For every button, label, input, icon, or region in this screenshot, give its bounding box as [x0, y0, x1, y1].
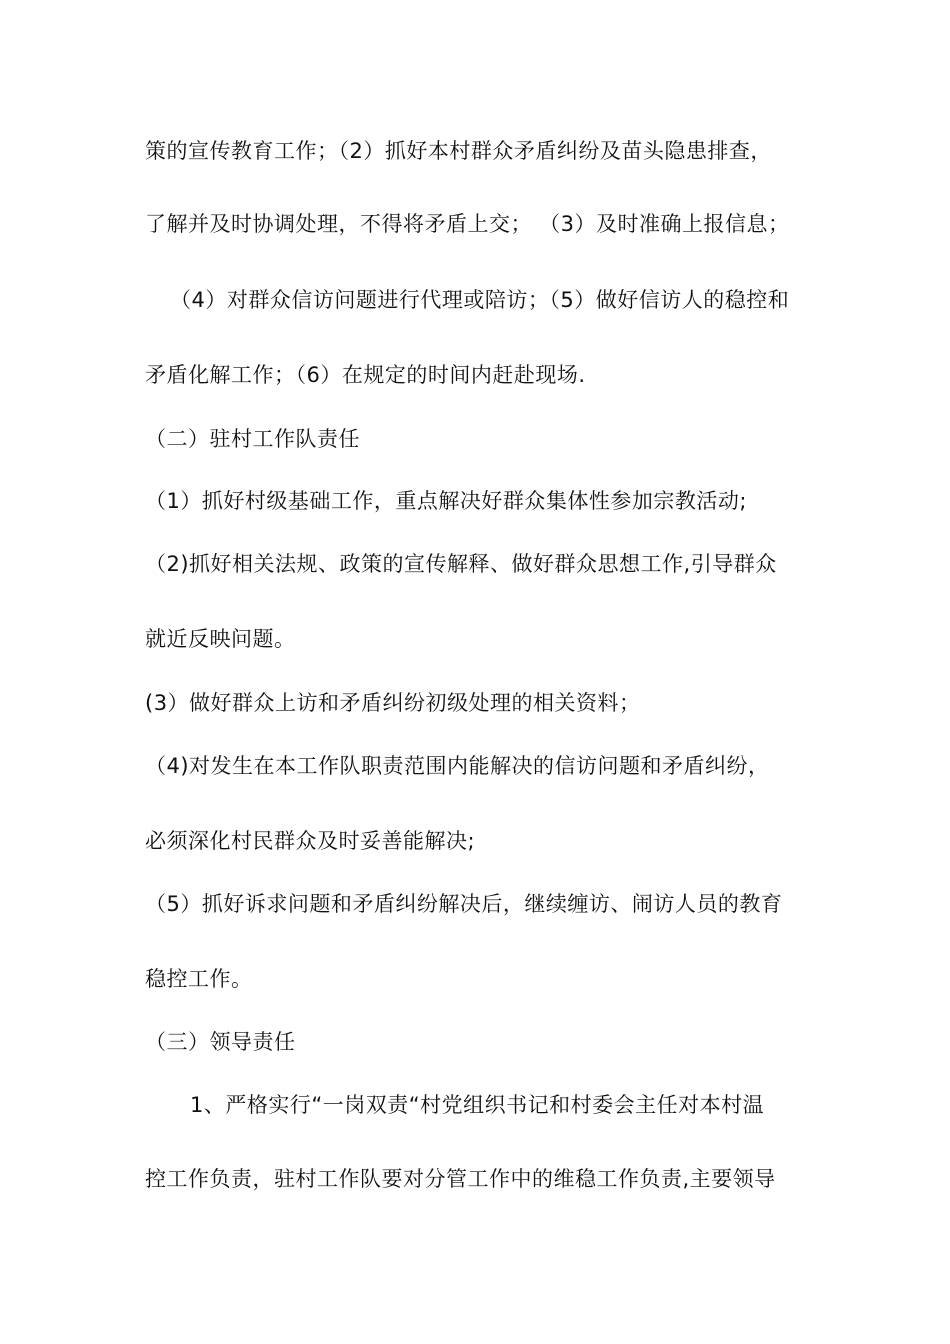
text-line: （4）对群众信访问题进行代理或陪访；（5）做好信访人的稳控和 — [170, 288, 790, 312]
text-line: （2)抓好相关法规、政策的宣传解释、做好群众思想工作,引导群众 — [145, 552, 777, 576]
text-line: 稳控工作。 — [145, 967, 253, 991]
text-line: 策的宣传教育工作；（2）抓好本村群众矛盾纠纷及苗头隐患排查， — [145, 139, 772, 163]
section-heading: （二）驻村工作队责任 — [145, 427, 360, 451]
text-line: （1）抓好村级基础工作，重点解决好群众集体性参加宗教活动; — [145, 489, 747, 513]
text-line: 了解并及时协调处理，不得将矛盾上交； （3）及时准确上报信息； — [145, 212, 790, 236]
text-line: 控工作负责，驻村工作队要对分管工作中的维稳工作负责,主要领导 — [145, 1167, 776, 1191]
text-line: （4)对发生在本工作队职责范围内能解决的信访问题和矛盾纠纷， — [145, 754, 770, 778]
text-line: 矛盾化解工作；（6）在规定的时间内赶赴现场. — [145, 363, 586, 387]
text-line: 就近反映问题。 — [145, 627, 296, 651]
text-line: (3）做好群众上访和矛盾纠纷初级处理的相关资料； — [145, 691, 641, 715]
text-line: 必须深化村民群众及时妥善能解决; — [145, 829, 476, 853]
text-line: 1、严格实行“一岗双责“村党组织书记和村委会主任对本村温 — [190, 1093, 765, 1117]
text-line: （5）抓好诉求问题和矛盾纠纷解决后，继续缠访、闹访人员的教育 — [145, 892, 783, 916]
section-heading: （三）领导责任 — [145, 1030, 296, 1054]
